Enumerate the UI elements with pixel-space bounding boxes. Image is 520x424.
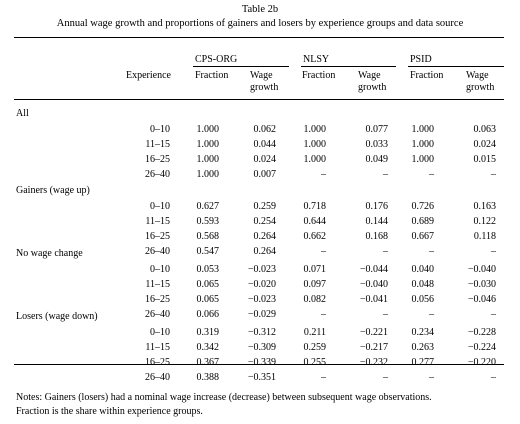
nlsy-growth-cell: −0.041 — [359, 294, 388, 305]
cps-growth-cell: 0.044 — [253, 139, 276, 150]
psid-underline — [408, 66, 504, 67]
source-header-psid: PSID — [410, 54, 432, 65]
psid-growth-cell: 0.063 — [473, 124, 496, 135]
cps-growth-cell: −0.351 — [247, 372, 276, 383]
top-rule — [14, 37, 504, 38]
nlsy-underline — [301, 66, 396, 67]
psid-growth-cell: −0.228 — [467, 327, 496, 338]
nlsy-growth-cell: −0.044 — [359, 264, 388, 275]
nlsy-growth-cell: – — [383, 246, 388, 257]
psid-fraction-cell: – — [429, 246, 434, 257]
psid-growth-cell: −0.046 — [467, 294, 496, 305]
notes-line-1: Notes: Gainers (losers) had a nominal wage increase (decrease) between subsequent wage observations. — [16, 392, 432, 403]
nlsy-growth-cell: – — [383, 169, 388, 180]
cps-fraction-cell: 1.000 — [196, 139, 219, 150]
experience-cell: 0–10 — [150, 201, 170, 212]
experience-cell: 26–40 — [145, 246, 170, 257]
experience-cell: 11–15 — [145, 216, 170, 227]
source-header-cps: CPS-ORG — [195, 54, 238, 65]
cps-fraction-cell: 0.367 — [196, 357, 219, 368]
psid-growth-cell: – — [491, 246, 496, 257]
cps-growth-cell: 0.007 — [253, 169, 276, 180]
nlsy-growth-cell: −0.232 — [359, 357, 388, 368]
psid-growth-cell: – — [491, 372, 496, 383]
cps-growth-cell: 0.264 — [253, 246, 276, 257]
nlsy-fraction-cell: – — [321, 169, 326, 180]
nlsy-fraction-cell: 0.259 — [303, 342, 326, 353]
experience-cell: 16–25 — [145, 294, 170, 305]
psid-fraction-cell: 0.667 — [411, 231, 434, 242]
group-label: Gainers (wage up) — [16, 185, 90, 196]
psid-fraction-cell: 0.689 — [411, 216, 434, 227]
experience-cell: 11–15 — [145, 139, 170, 150]
cps-fraction-cell: 0.065 — [196, 279, 219, 290]
nlsy-fraction-cell: 0.662 — [303, 231, 326, 242]
cps-growth-cell: −0.339 — [247, 357, 276, 368]
cps-fraction-cell: 1.000 — [196, 124, 219, 135]
cps-underline — [193, 66, 289, 67]
cps-fraction-header: Fraction — [195, 70, 229, 81]
group-label: All — [16, 108, 29, 119]
cps-fraction-cell: 0.053 — [196, 264, 219, 275]
nlsy-growth-cell: 0.144 — [365, 216, 388, 227]
nlsy-fraction-cell: 1.000 — [303, 154, 326, 165]
cps-growth-cell: 0.254 — [253, 216, 276, 227]
nlsy-growth-header-2: growth — [358, 82, 387, 93]
cps-growth-cell: 0.062 — [253, 124, 276, 135]
psid-growth-cell: 0.118 — [473, 231, 496, 242]
nlsy-growth-cell: 0.049 — [365, 154, 388, 165]
experience-cell: 26–40 — [145, 169, 170, 180]
experience-cell: 0–10 — [150, 264, 170, 275]
psid-growth-cell: 0.122 — [473, 216, 496, 227]
nlsy-fraction-cell: 0.211 — [303, 327, 326, 338]
experience-cell: 16–25 — [145, 231, 170, 242]
psid-fraction-cell: 0.263 — [411, 342, 434, 353]
nlsy-fraction-cell: 0.255 — [303, 357, 326, 368]
cps-fraction-cell: 0.568 — [196, 231, 219, 242]
nlsy-fraction-cell: – — [321, 309, 326, 320]
nlsy-fraction-cell: – — [321, 246, 326, 257]
psid-fraction-cell: 0.277 — [411, 357, 434, 368]
cps-growth-cell: 0.259 — [253, 201, 276, 212]
nlsy-growth-cell: −0.040 — [359, 279, 388, 290]
psid-growth-cell: – — [491, 309, 496, 320]
cps-growth-cell: −0.023 — [247, 294, 276, 305]
experience-cell: 0–10 — [150, 124, 170, 135]
psid-growth-cell: −0.040 — [467, 264, 496, 275]
nlsy-fraction-header: Fraction — [302, 70, 336, 81]
cps-fraction-cell: 0.547 — [196, 246, 219, 257]
nlsy-growth-cell: 0.176 — [365, 201, 388, 212]
psid-growth-cell: −0.224 — [467, 342, 496, 353]
psid-fraction-cell: 0.048 — [411, 279, 434, 290]
cps-fraction-cell: 0.388 — [196, 372, 219, 383]
nlsy-fraction-cell: 1.000 — [303, 139, 326, 150]
table-label: Table 2b — [241, 4, 279, 15]
group-label: No wage change — [16, 248, 83, 259]
psid-fraction-cell: 1.000 — [411, 139, 434, 150]
nlsy-fraction-cell: 0.718 — [303, 201, 326, 212]
header-rule — [14, 99, 504, 100]
nlsy-fraction-cell: – — [321, 372, 326, 383]
cps-growth-cell: −0.309 — [247, 342, 276, 353]
psid-growth-header: Wage — [466, 70, 489, 81]
cps-growth-header: Wage — [250, 70, 273, 81]
cps-growth-header-2: growth — [250, 82, 279, 93]
nlsy-growth-cell: 0.168 — [365, 231, 388, 242]
source-header-nlsy: NLSY — [303, 54, 330, 65]
psid-fraction-cell: 0.056 — [411, 294, 434, 305]
experience-cell: 26–40 — [145, 372, 170, 383]
cps-growth-cell: −0.023 — [247, 264, 276, 275]
experience-cell: 26–40 — [145, 309, 170, 320]
experience-header: Experience — [126, 70, 171, 81]
psid-growth-cell: 0.015 — [473, 154, 496, 165]
psid-growth-cell: −0.220 — [467, 357, 496, 368]
psid-fraction-cell: – — [429, 169, 434, 180]
psid-fraction-cell: 1.000 — [411, 154, 434, 165]
nlsy-fraction-cell: 0.071 — [303, 264, 326, 275]
experience-cell: 11–15 — [145, 342, 170, 353]
cps-growth-cell: −0.020 — [247, 279, 276, 290]
group-label: Losers (wage down) — [16, 311, 98, 322]
experience-cell: 16–25 — [145, 357, 170, 368]
psid-fraction-cell: 1.000 — [411, 124, 434, 135]
nlsy-growth-cell: 0.033 — [365, 139, 388, 150]
experience-cell: 11–15 — [145, 279, 170, 290]
cps-growth-cell: −0.029 — [247, 309, 276, 320]
psid-fraction-cell: – — [429, 309, 434, 320]
experience-cell: 0–10 — [150, 327, 170, 338]
table-notes — [16, 391, 511, 419]
psid-fraction-cell: 0.234 — [411, 327, 434, 338]
nlsy-fraction-cell: 0.097 — [303, 279, 326, 290]
experience-cell: 16–25 — [145, 154, 170, 165]
psid-growth-cell: 0.163 — [473, 201, 496, 212]
nlsy-growth-header: Wage — [358, 70, 381, 81]
nlsy-growth-cell: 0.077 — [365, 124, 388, 135]
psid-fraction-cell: 0.040 — [411, 264, 434, 275]
psid-fraction-cell: 0.726 — [411, 201, 434, 212]
psid-growth-cell: 0.024 — [473, 139, 496, 150]
bottom-rule — [14, 364, 504, 365]
psid-growth-header-2: growth — [466, 82, 495, 93]
psid-fraction-header: Fraction — [410, 70, 444, 81]
cps-fraction-cell: 1.000 — [196, 169, 219, 180]
cps-fraction-cell: 0.342 — [196, 342, 219, 353]
cps-fraction-cell: 0.593 — [196, 216, 219, 227]
nlsy-fraction-cell: 1.000 — [303, 124, 326, 135]
nlsy-growth-cell: −0.221 — [359, 327, 388, 338]
nlsy-growth-cell: – — [383, 309, 388, 320]
psid-growth-cell: −0.030 — [467, 279, 496, 290]
cps-fraction-cell: 0.319 — [196, 327, 219, 338]
cps-growth-cell: 0.264 — [253, 231, 276, 242]
cps-fraction-cell: 0.627 — [196, 201, 219, 212]
cps-growth-cell: 0.024 — [253, 154, 276, 165]
table-caption: Annual wage growth and proportions of gainers and losers by experience groups and data source — [56, 18, 464, 29]
cps-fraction-cell: 0.066 — [196, 309, 219, 320]
nlsy-growth-cell: −0.217 — [359, 342, 388, 353]
psid-growth-cell: – — [491, 169, 496, 180]
cps-fraction-cell: 1.000 — [196, 154, 219, 165]
nlsy-fraction-cell: 0.644 — [303, 216, 326, 227]
nlsy-growth-cell: – — [383, 372, 388, 383]
cps-growth-cell: −0.312 — [247, 327, 276, 338]
psid-fraction-cell: – — [429, 372, 434, 383]
cps-fraction-cell: 0.065 — [196, 294, 219, 305]
notes-line-2: Fraction is the share within experience groups. — [16, 406, 203, 417]
nlsy-fraction-cell: 0.082 — [303, 294, 326, 305]
